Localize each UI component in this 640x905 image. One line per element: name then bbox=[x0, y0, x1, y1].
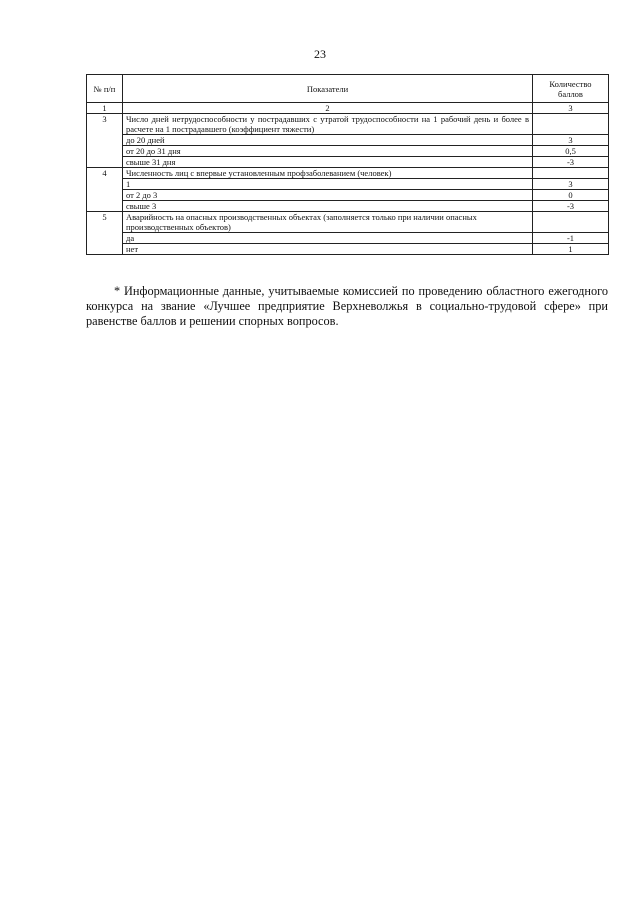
section-title: Численность лиц с впервые установленным профзаболеванием (человек) bbox=[123, 168, 533, 179]
column-number-3: 3 bbox=[533, 103, 609, 114]
row-points: 3 bbox=[533, 179, 609, 190]
row-points: -1 bbox=[533, 233, 609, 244]
table-row bbox=[87, 190, 609, 201]
row-points: 0 bbox=[533, 190, 609, 201]
empty-points-cell bbox=[533, 168, 609, 179]
row-points: 3 bbox=[533, 135, 609, 146]
table-row bbox=[87, 244, 609, 255]
row-label: от 20 до 31 дня bbox=[123, 146, 533, 157]
section-title: Число дней нетрудоспособности у пострадавших с утратой трудоспособности на 1 рабочий день и более в расчете на 1 пострадавшего (коэффициент тяжести) bbox=[123, 114, 533, 135]
table-row bbox=[87, 157, 609, 168]
page-number: 23 bbox=[314, 47, 326, 61]
table-header-row bbox=[87, 75, 609, 103]
table-row bbox=[87, 146, 609, 157]
table-row bbox=[87, 179, 609, 190]
row-label: да bbox=[123, 233, 533, 244]
table-row bbox=[87, 201, 609, 212]
section-number: 3 bbox=[87, 114, 123, 168]
row-points: 1 bbox=[533, 244, 609, 255]
section-title-row bbox=[87, 212, 609, 233]
section-title-row bbox=[87, 168, 609, 179]
footnote: * Информационные данные, учитываемые комиссией по проведению областного ежегодного конкурса на звание «Лучшее предприятие Верхневолжья в социально-трудовой сфере» при равенстве баллов и решении спорных вопросов. bbox=[86, 284, 608, 328]
empty-points-cell bbox=[533, 114, 609, 135]
row-label: нет bbox=[123, 244, 533, 255]
header-num: № п/п bbox=[87, 75, 123, 103]
criteria-table bbox=[86, 74, 609, 255]
header-points: Количество баллов bbox=[533, 75, 609, 103]
empty-points-cell bbox=[533, 212, 609, 233]
section-title: Аварийность на опасных производственных объектах (заполняется только при наличии опасных производственных объектов) bbox=[123, 212, 533, 233]
section-number: 5 bbox=[87, 212, 123, 255]
row-points: 0,5 bbox=[533, 146, 609, 157]
row-label: свыше 3 bbox=[123, 201, 533, 212]
section-number: 4 bbox=[87, 168, 123, 212]
row-label: свыше 31 дня bbox=[123, 157, 533, 168]
header-indicator: Показатели bbox=[123, 75, 533, 103]
row-points: -3 bbox=[533, 157, 609, 168]
column-number-2: 2 bbox=[123, 103, 533, 114]
table-row bbox=[87, 233, 609, 244]
column-numbers-row bbox=[87, 103, 609, 114]
row-label: 1 bbox=[123, 179, 533, 190]
row-label: от 2 до 3 bbox=[123, 190, 533, 201]
section-title-row bbox=[87, 114, 609, 135]
table-row bbox=[87, 135, 609, 146]
row-label: до 20 дней bbox=[123, 135, 533, 146]
column-number-1: 1 bbox=[87, 103, 123, 114]
row-points: -3 bbox=[533, 201, 609, 212]
